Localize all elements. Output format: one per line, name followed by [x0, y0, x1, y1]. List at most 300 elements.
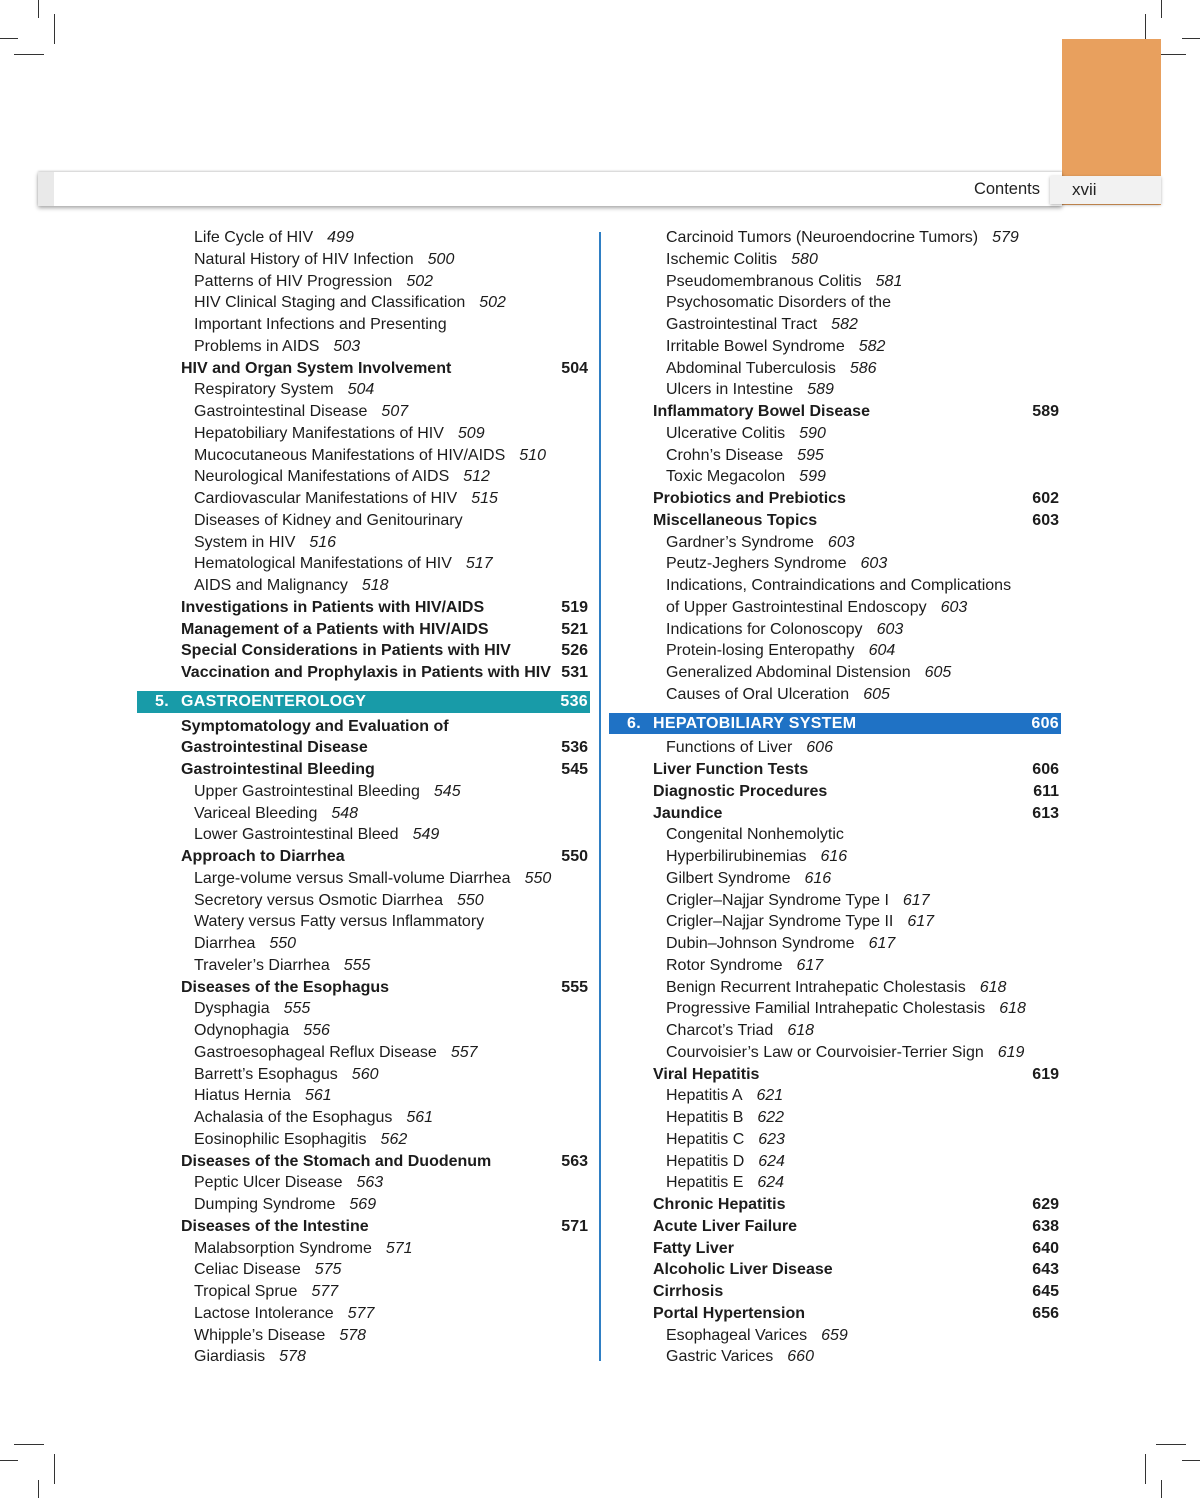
entry-title: Lactose Intolerance — [194, 1304, 334, 1322]
toc-subsection-entry — [609, 575, 1061, 597]
toc-subsection-entry — [609, 890, 1061, 912]
toc-subsection-entry — [609, 1325, 1061, 1347]
entry-title: Traveler’s Diarrhea — [194, 956, 330, 974]
crop-mark — [54, 14, 55, 44]
entry-title: Secretory versus Osmotic Diarrhea — [194, 891, 443, 909]
entry-title: Carcinoid Tumors (Neuroendocrine Tumors) — [666, 229, 979, 246]
toc-subsection-entry — [137, 1172, 590, 1194]
entry-title: Gardner’s Syndrome — [666, 533, 814, 551]
entry-title: Indications, Contraindications and Complications — [666, 577, 1012, 594]
entry-title: Investigations in Patients with HIV/AIDS — [181, 598, 485, 616]
entry-title: Rotor Syndrome — [666, 956, 783, 974]
toc-subsection-entry — [137, 336, 590, 358]
column-divider — [599, 232, 601, 1361]
toc-subsection-entry — [137, 998, 590, 1020]
entry-title: Ulcers in Intestine — [666, 381, 794, 399]
toc-subsection-entry — [609, 249, 1061, 271]
entry-title: Congenital Nonhemolytic — [666, 826, 844, 844]
entry-page: 521 — [561, 620, 588, 638]
entry-page: 617 — [796, 956, 824, 974]
entry-page: 606 — [1032, 761, 1059, 778]
toc-section-entry — [137, 977, 590, 999]
toc-section-entry — [609, 510, 1061, 532]
toc-subsection-entry — [137, 1259, 590, 1281]
toc-section-entry — [137, 640, 590, 662]
entry-page: 575 — [314, 1261, 342, 1279]
toc-section-entry — [137, 662, 590, 684]
entry-page: 578 — [279, 1348, 306, 1366]
toc-section-entry — [137, 597, 590, 619]
entry-title: Mucocutaneous Manifestations of HIV/AIDS — [194, 446, 506, 464]
entry-title: Inflammatory Bowel Disease — [653, 403, 870, 420]
entry-page: 616 — [804, 869, 832, 887]
entry-title: Crigler–Najjar Syndrome Type I — [666, 891, 889, 909]
entry-title: Odynophagia — [194, 1022, 290, 1039]
entry-page: 562 — [380, 1130, 408, 1148]
entry-page: 516 — [309, 533, 337, 551]
toc-subsection-entry — [137, 868, 590, 890]
entry-title: Dumping Syndrome — [194, 1196, 336, 1213]
entry-title: Hepatitis C — [666, 1130, 745, 1148]
entry-page: 586 — [849, 359, 877, 377]
entry-title: Approach to Diarrhea — [181, 848, 345, 865]
toc-subsection-entry — [137, 803, 590, 825]
chapter-page: 536 — [560, 692, 588, 710]
entry-page: 517 — [465, 555, 493, 573]
entry-title: Ischemic Colitis — [666, 250, 778, 268]
toc-subsection-entry — [609, 1042, 1061, 1064]
toc-subsection-entry — [609, 445, 1061, 467]
entry-title: Portal Hypertension — [653, 1304, 806, 1322]
toc-subsection-entry — [609, 292, 1061, 314]
toc-subsection-entry — [609, 227, 1061, 249]
entry-title: Generalized Abdominal Distension — [666, 664, 911, 681]
crop-mark — [0, 1460, 18, 1461]
toc-subsection-entry — [137, 824, 590, 846]
entry-page: 561 — [304, 1087, 332, 1105]
entry-title: Irritable Bowel Syndrome — [666, 337, 845, 355]
entry-title: Alcoholic Liver Disease — [653, 1261, 833, 1279]
toc-subsection-entry — [137, 911, 590, 933]
entry-page: 569 — [349, 1196, 377, 1213]
entry-title: Eosinophilic Esophagitis — [194, 1130, 367, 1148]
toc-subsection-entry — [609, 662, 1061, 684]
toc-subsection-entry — [137, 314, 590, 336]
entry-title: Pseudomembranous Colitis — [666, 272, 862, 290]
entry-title: Gastrointestinal Disease — [194, 403, 368, 420]
entry-title: Functions of Liver — [666, 739, 793, 757]
entry-page: 536 — [561, 739, 588, 757]
entry-title: Hyperbilirubinemias — [666, 848, 807, 865]
entry-title: Natural History of HIV Infection — [194, 250, 414, 268]
entry-title: Fatty Liver — [653, 1239, 734, 1257]
entry-page: 589 — [1032, 403, 1059, 420]
toc-subsection-entry — [609, 846, 1061, 868]
entry-title: Liver Function Tests — [653, 761, 809, 778]
running-header — [38, 172, 1062, 206]
entry-page: 590 — [799, 424, 826, 442]
entry-page: 550 — [269, 935, 297, 952]
toc-subsection-entry — [609, 737, 1061, 759]
toc-subsection-entry — [609, 955, 1061, 977]
entry-title: Hepatitis D — [666, 1152, 745, 1170]
entry-title: Gastroesophageal Reflux Disease — [194, 1043, 437, 1061]
toc-subsection-entry — [609, 1129, 1061, 1151]
entry-title: Upper Gastrointestinal Bleeding — [194, 782, 420, 800]
entry-page: 659 — [821, 1326, 848, 1344]
entry-title: Barrett’s Esophagus — [194, 1065, 338, 1083]
entry-page: 618 — [787, 1022, 815, 1039]
toc-subsection-entry — [137, 1325, 590, 1347]
toc-section-entry — [609, 1216, 1061, 1238]
entry-title: Acute Liver Failure — [653, 1217, 798, 1235]
entry-page: 629 — [1032, 1196, 1059, 1213]
toc-subsection-entry — [137, 1042, 590, 1064]
crop-mark — [1161, 0, 1162, 18]
entry-title: Diseases of the Intestine — [181, 1217, 369, 1235]
entry-title: Hematological Manifestations of HIV — [194, 555, 452, 573]
entry-title: Diarrhea — [194, 935, 256, 952]
entry-page: 603 — [940, 598, 968, 616]
entry-page: 531 — [561, 664, 588, 681]
toc-subsection-entry — [609, 998, 1061, 1020]
entry-page: 519 — [561, 598, 588, 616]
toc-subsection-entry — [137, 1346, 590, 1368]
entry-page: 603 — [1032, 511, 1059, 529]
entry-title: Charcot’s Triad — [666, 1022, 774, 1039]
toc-section-entry — [137, 1151, 590, 1173]
entry-title: Symptomatology and Evaluation of — [181, 717, 449, 735]
entry-title: Toxic Megacolon — [666, 468, 786, 486]
entry-page: 643 — [1032, 1261, 1059, 1279]
entry-page: 618 — [979, 978, 1007, 996]
toc-section-entry — [137, 759, 590, 781]
entry-title: Ulcerative Colitis — [666, 424, 786, 442]
toc-subsection-entry — [609, 1172, 1061, 1194]
entry-page: 622 — [757, 1109, 785, 1126]
entry-page: 557 — [450, 1043, 478, 1061]
toc-subsection-entry — [609, 314, 1061, 336]
entry-title: Gastric Varices — [666, 1348, 774, 1366]
entry-page: 624 — [757, 1174, 785, 1192]
entry-title: Large-volume versus Small-volume Diarrhea — [194, 869, 511, 887]
toc-section-entry — [137, 358, 590, 380]
toc-subsection-entry — [609, 553, 1061, 575]
toc-subsection-entry — [609, 1346, 1061, 1368]
entry-title: Diseases of the Stomach and Duodenum — [181, 1152, 492, 1170]
entry-page: 502 — [406, 272, 434, 290]
entry-page: 560 — [351, 1065, 379, 1083]
entry-title: Whipple’s Disease — [194, 1326, 326, 1344]
entry-page: 619 — [997, 1043, 1025, 1061]
entry-title: Important Infections and Presenting — [194, 316, 447, 333]
crop-mark — [38, 1480, 39, 1498]
entry-title: Dubin–Johnson Syndrome — [666, 935, 855, 952]
entry-title: Dysphagia — [194, 1000, 270, 1018]
entry-page: 504 — [347, 381, 375, 399]
entry-page: 660 — [787, 1348, 814, 1366]
entry-page: 580 — [791, 250, 818, 268]
entry-title: Giardiasis — [194, 1348, 266, 1366]
toc-subsection-entry — [137, 292, 590, 314]
toc-section-entry — [137, 716, 590, 738]
entry-page: 589 — [807, 381, 834, 399]
entry-title: Esophageal Varices — [666, 1326, 808, 1344]
toc-subsection-entry — [137, 532, 590, 554]
entry-page: 502 — [479, 294, 506, 312]
toc-subsection-entry — [137, 510, 590, 532]
entry-title: Hepatitis A — [666, 1087, 743, 1105]
entry-page: 548 — [331, 804, 359, 822]
entry-page: 619 — [1032, 1065, 1059, 1083]
toc-subsection-entry — [609, 1107, 1061, 1129]
toc-subsection-entry — [137, 1194, 590, 1216]
entry-title: Cirrhosis — [653, 1283, 724, 1300]
toc-subsection-entry — [137, 423, 590, 445]
entry-page: 595 — [797, 446, 824, 464]
toc-subsection-entry — [137, 933, 590, 955]
entry-page: 617 — [902, 891, 930, 909]
toc-subsection-entry — [137, 1107, 590, 1129]
entry-page: 616 — [820, 848, 848, 865]
entry-title: Hiatus Hernia — [194, 1087, 291, 1105]
entry-page: 518 — [361, 577, 389, 594]
toc-subsection-entry — [609, 684, 1061, 706]
crop-mark — [54, 1454, 55, 1484]
toc-subsection-entry — [137, 1238, 590, 1260]
entry-title: Respiratory System — [194, 381, 334, 399]
toc-subsection-entry — [609, 336, 1061, 358]
entry-page: 605 — [863, 685, 890, 703]
entry-title: Courvoisier’s Law or Courvoisier-Terrier Sign — [666, 1043, 984, 1061]
toc-subsection-entry — [609, 1020, 1061, 1042]
chapter-page: 606 — [1031, 714, 1059, 732]
toc-subsection-entry — [137, 227, 590, 249]
entry-page: 507 — [381, 403, 409, 420]
entry-page: 563 — [561, 1152, 588, 1170]
entry-title: System in HIV — [194, 533, 296, 551]
entry-page: 645 — [1032, 1283, 1059, 1300]
entry-page: 509 — [457, 424, 485, 442]
toc-subsection-entry — [137, 271, 590, 293]
crop-mark — [14, 54, 44, 55]
entry-title: Peptic Ulcer Disease — [194, 1174, 343, 1192]
toc-subsection-entry — [137, 1085, 590, 1107]
entry-page: 613 — [1032, 804, 1059, 822]
entry-title: Jaundice — [653, 804, 723, 822]
entry-page: 638 — [1032, 1217, 1059, 1235]
entry-page: 571 — [561, 1217, 588, 1235]
entry-page: 499 — [327, 229, 354, 246]
toc-subsection-entry — [137, 1303, 590, 1325]
entry-title: Probiotics and Prebiotics — [653, 490, 846, 507]
entry-page: 623 — [758, 1130, 785, 1148]
toc-subsection-entry — [137, 466, 590, 488]
crop-mark — [14, 1444, 44, 1445]
entry-page: 561 — [406, 1109, 434, 1126]
entry-page: 611 — [1033, 782, 1059, 800]
entry-page: 550 — [456, 891, 484, 909]
chapter-heading — [609, 713, 1061, 735]
entry-page: 617 — [868, 935, 896, 952]
toc-subsection-entry — [609, 933, 1061, 955]
crop-mark — [1182, 1460, 1200, 1461]
entry-page: 582 — [858, 337, 886, 355]
entry-page: 555 — [283, 1000, 311, 1018]
crop-mark — [1156, 1444, 1186, 1445]
toc-subsection-entry — [137, 1064, 590, 1086]
crop-mark — [1145, 1454, 1146, 1484]
toc-section-entry — [609, 488, 1061, 510]
toc-section-entry — [137, 1216, 590, 1238]
toc-subsection-entry — [609, 911, 1061, 933]
entry-page: 603 — [827, 533, 855, 551]
toc-subsection-entry — [137, 575, 590, 597]
toc-subsection-entry — [137, 249, 590, 271]
toc-section-entry — [609, 1194, 1061, 1216]
toc-subsection-entry — [609, 358, 1061, 380]
toc-subsection-entry — [609, 619, 1061, 641]
toc-section-entry — [137, 619, 590, 641]
entry-page: 603 — [860, 555, 888, 573]
entry-title: Gastrointestinal Tract — [666, 316, 818, 333]
entry-title: Miscellaneous Topics — [653, 511, 818, 529]
entry-page: 545 — [433, 782, 461, 800]
entry-page: 510 — [519, 446, 546, 464]
chapter-number: 6. — [627, 714, 641, 732]
entry-page: 555 — [343, 956, 371, 974]
entry-title: Cardiovascular Manifestations of HIV — [194, 490, 458, 507]
entry-title: Celiac Disease — [194, 1261, 301, 1279]
entry-title: Management of a Patients with HIV/AIDS — [181, 620, 489, 638]
toc-section-entry — [137, 737, 590, 759]
header-title: Contents — [973, 180, 1040, 198]
toc-section-entry — [609, 1064, 1061, 1086]
entry-page: 618 — [999, 1000, 1026, 1018]
entry-title: Gastrointestinal Bleeding — [181, 761, 375, 778]
entry-page: 555 — [561, 978, 588, 996]
entry-page: 603 — [876, 620, 904, 638]
entry-title: Chronic Hepatitis — [653, 1196, 786, 1213]
entry-title: Lower Gastrointestinal Bleed — [194, 826, 399, 844]
toc-subsection-entry — [137, 445, 590, 467]
toc-subsection-entry — [609, 1151, 1061, 1173]
entry-title: AIDS and Malignancy — [194, 577, 348, 594]
toc-subsection-entry — [137, 955, 590, 977]
entry-title: Hepatobiliary Manifestations of HIV — [194, 424, 444, 442]
entry-title: Neurological Manifestations of AIDS — [194, 468, 450, 486]
entry-title: Psychosomatic Disorders of the — [666, 294, 891, 312]
entry-page: 512 — [463, 468, 490, 486]
entry-title: Protein-losing Enteropathy — [666, 642, 855, 660]
entry-page: 640 — [1032, 1239, 1059, 1257]
entry-title: Crohn’s Disease — [666, 446, 784, 464]
entry-page: 545 — [561, 761, 588, 778]
toc-subsection-entry — [137, 1281, 590, 1303]
entry-page: 604 — [868, 642, 896, 660]
entry-title: Malabsorption Syndrome — [194, 1239, 372, 1257]
toc-subsection-entry — [609, 532, 1061, 554]
toc-section-entry — [609, 781, 1061, 803]
page-number: xvii — [1050, 176, 1161, 204]
entry-title: Vaccination and Prophylaxis in Patients with HIV — [181, 664, 551, 681]
entry-page: 571 — [385, 1239, 413, 1257]
entry-page: 624 — [758, 1152, 785, 1170]
toc-left-column — [137, 227, 590, 1368]
entry-title: Watery versus Fatty versus Inflammatory — [194, 913, 485, 931]
entry-title: Variceal Bleeding — [194, 804, 318, 822]
entry-title: Causes of Oral Ulceration — [666, 685, 850, 703]
entry-page: 563 — [356, 1174, 384, 1192]
entry-page: 503 — [333, 337, 361, 355]
toc-section-entry — [609, 1259, 1061, 1281]
toc-subsection-entry — [609, 977, 1061, 999]
entry-page: 582 — [831, 316, 858, 333]
entry-title: Benign Recurrent Intrahepatic Cholestasis — [666, 978, 966, 996]
toc-subsection-entry — [609, 423, 1061, 445]
entry-page: 599 — [799, 468, 826, 486]
entry-page: 577 — [311, 1283, 339, 1300]
entry-page: 579 — [992, 229, 1019, 246]
entry-title: Viral Hepatitis — [653, 1065, 760, 1083]
entry-page: 602 — [1032, 490, 1059, 507]
entry-page: 577 — [347, 1304, 375, 1322]
toc-subsection-entry — [137, 781, 590, 803]
entry-page: 605 — [924, 664, 952, 681]
entry-title: Hepatitis E — [666, 1174, 744, 1192]
toc-section-entry — [609, 1303, 1061, 1325]
entry-title: HIV and Organ System Involvement — [181, 359, 452, 377]
entry-page: 606 — [806, 739, 833, 757]
toc-subsection-entry — [609, 597, 1061, 619]
toc-subsection-entry — [609, 379, 1061, 401]
entry-title: Diagnostic Procedures — [653, 782, 828, 800]
entry-title: Gilbert Syndrome — [666, 869, 791, 887]
entry-title: Peutz-Jeghers Syndrome — [666, 555, 847, 573]
crop-mark — [1182, 38, 1200, 39]
toc-subsection-entry — [609, 466, 1061, 488]
toc-subsection-entry — [609, 824, 1061, 846]
entry-page: 550 — [524, 869, 552, 887]
toc-subsection-entry — [137, 401, 590, 423]
entry-page: 617 — [907, 913, 935, 931]
crop-mark — [1161, 1480, 1162, 1498]
entry-page: 515 — [471, 490, 498, 507]
entry-page: 500 — [427, 250, 455, 268]
entry-title: Special Considerations in Patients with HIV — [181, 642, 511, 660]
entry-title: Crigler–Najjar Syndrome Type II — [666, 913, 894, 931]
entry-page: 581 — [875, 272, 903, 290]
toc-subsection-entry — [609, 1085, 1061, 1107]
entry-title: Life Cycle of HIV — [194, 229, 314, 246]
entry-page: 556 — [303, 1022, 330, 1039]
entry-title: Patterns of HIV Progression — [194, 272, 393, 290]
toc-section-entry — [609, 401, 1061, 423]
chapter-title: GASTROENTEROLOGY — [181, 692, 367, 710]
toc-section-entry — [137, 846, 590, 868]
toc-subsection-entry — [137, 890, 590, 912]
toc-subsection-entry — [137, 553, 590, 575]
toc-subsection-entry — [609, 640, 1061, 662]
entry-title: Diseases of the Esophagus — [181, 978, 390, 996]
entry-title: Hepatitis B — [666, 1109, 744, 1126]
entry-page: 526 — [561, 642, 588, 660]
toc-section-entry — [609, 1281, 1061, 1303]
toc-subsection-entry — [137, 1020, 590, 1042]
entry-title: HIV Clinical Staging and Classification — [194, 294, 466, 312]
entry-title: Achalasia of the Esophagus — [194, 1109, 393, 1126]
crop-mark — [38, 0, 39, 18]
